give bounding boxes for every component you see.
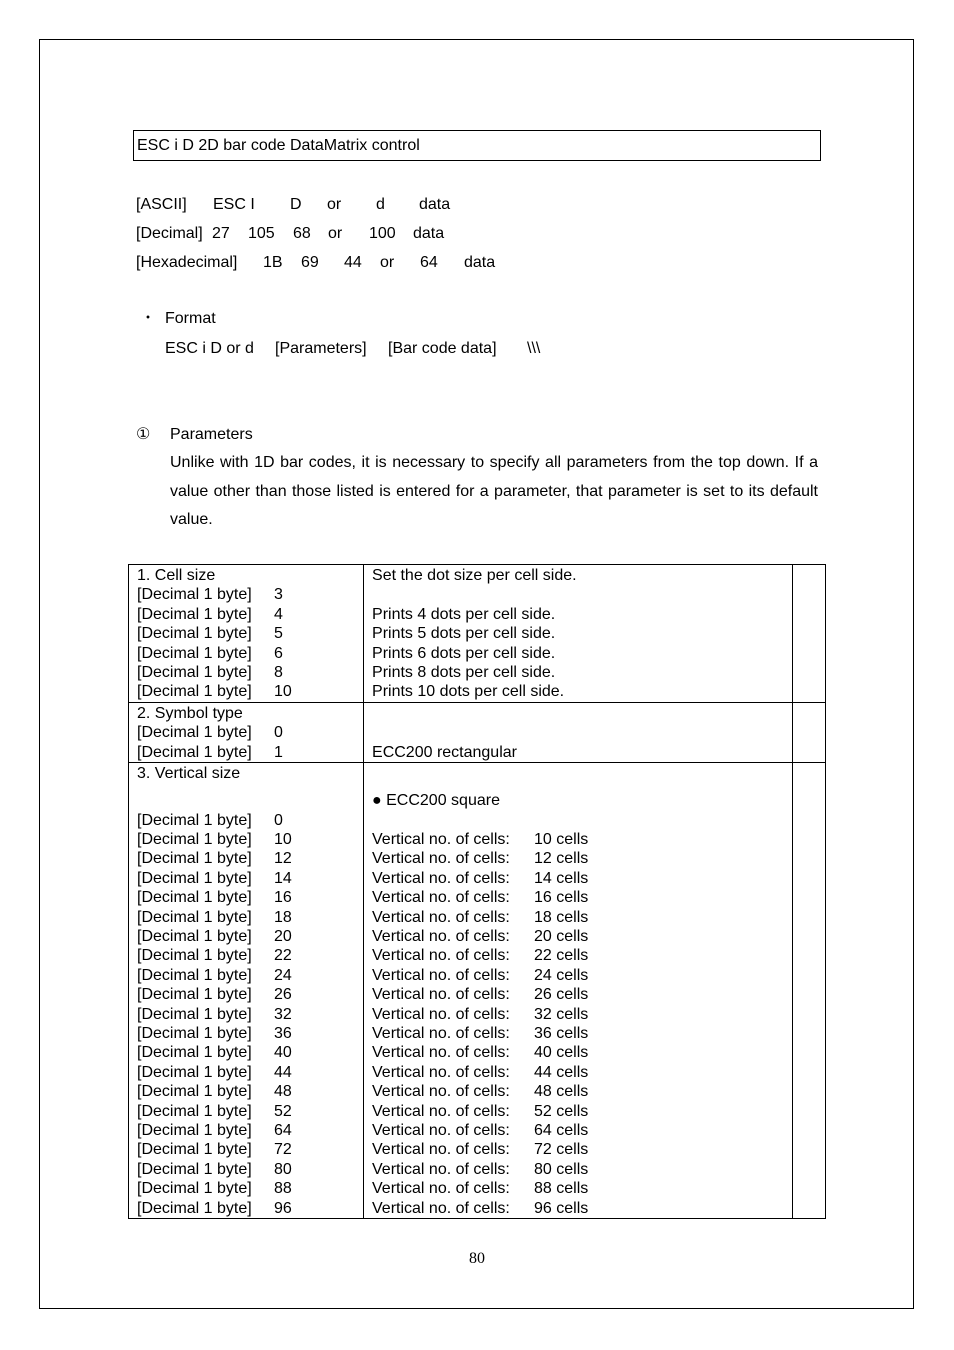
param-line	[137, 985, 363, 1004]
byte-label: [Decimal 1 byte]	[137, 663, 252, 681]
param-value: 24	[274, 966, 292, 984]
param-heading: 3. Vertical size	[137, 764, 241, 782]
desc-label: Vertical no. of cells:	[372, 1199, 510, 1217]
param-value: 40	[274, 1044, 292, 1062]
cell-count: 44 cells	[534, 1063, 589, 1081]
byte-label: [Decimal 1 byte]	[137, 850, 252, 868]
byte-label: [Decimal 1 byte]	[137, 811, 252, 829]
desc-label: Vertical no. of cells:	[372, 1063, 510, 1081]
byte-label: [Decimal 1 byte]	[137, 869, 252, 887]
param-heading: 2. Symbol type	[137, 704, 243, 722]
param-value: 0	[274, 811, 283, 829]
param-line	[137, 1005, 363, 1024]
code-value: or	[328, 225, 343, 242]
byte-label: [Decimal 1 byte]	[137, 1121, 252, 1139]
section-title: ESC i D 2D bar code DataMatrix control	[133, 130, 821, 161]
format-part: [Bar code data]	[388, 340, 497, 357]
desc-line	[372, 1121, 792, 1140]
byte-label: [Decimal 1 byte]	[137, 1102, 252, 1120]
desc-line	[372, 1179, 792, 1198]
byte-label: [Decimal 1 byte]	[137, 1083, 252, 1101]
desc-values	[372, 585, 792, 701]
param-value: 36	[274, 1024, 292, 1042]
param-line	[137, 946, 363, 965]
param-line	[137, 1082, 363, 1101]
param-value: 10	[274, 831, 292, 849]
decimal-row	[136, 219, 636, 248]
param-line	[137, 1140, 363, 1159]
byte-label: [Decimal 1 byte]	[137, 908, 252, 926]
param-cell	[129, 565, 364, 703]
desc-label: Vertical no. of cells:	[372, 850, 510, 868]
cell-count: 52 cells	[534, 1102, 589, 1120]
desc-label: Vertical no. of cells:	[372, 986, 510, 1004]
parameters-table	[128, 564, 826, 1219]
byte-label: [Decimal 1 byte]	[137, 1044, 252, 1062]
param-line	[137, 682, 363, 701]
desc-line	[372, 908, 792, 927]
param-value: 88	[274, 1180, 292, 1198]
byte-label: [Decimal 1 byte]	[137, 966, 252, 984]
param-value: 0	[274, 724, 283, 742]
desc-line	[372, 849, 792, 868]
param-line	[137, 605, 363, 624]
param-line	[137, 908, 363, 927]
byte-label: [Decimal 1 byte]	[137, 743, 252, 761]
param-line	[137, 869, 363, 888]
desc-values	[372, 723, 792, 762]
cell-count: 16 cells	[534, 889, 589, 907]
desc-line	[372, 723, 792, 742]
desc-line: Prints 10 dots per cell side.	[372, 683, 565, 701]
cell-count: 18 cells	[534, 908, 589, 926]
byte-label: [Decimal 1 byte]	[137, 1005, 252, 1023]
param-value: 8	[274, 663, 283, 681]
param-line	[137, 1160, 363, 1179]
param-line	[137, 966, 363, 985]
cell-count: 14 cells	[534, 869, 589, 887]
desc-cell	[364, 702, 793, 762]
param-value: 18	[274, 908, 292, 926]
desc-label: Vertical no. of cells:	[372, 1005, 510, 1023]
format-part: \\\	[527, 340, 541, 357]
code-value: 105	[248, 225, 275, 242]
byte-label: [Decimal 1 byte]	[137, 605, 252, 623]
param-value: 80	[274, 1160, 292, 1178]
param-value: 52	[274, 1102, 292, 1120]
cell-count: 20 cells	[534, 928, 589, 946]
byte-label: [Decimal 1 byte]	[137, 1063, 252, 1081]
param-line	[137, 1199, 363, 1218]
param-line	[137, 585, 363, 604]
param-line	[137, 849, 363, 868]
desc-label: Vertical no. of cells:	[372, 869, 510, 887]
circled-one-icon: ①	[136, 426, 151, 443]
desc-label: Vertical no. of cells:	[372, 966, 510, 984]
format-part: ESC i D or d	[165, 340, 254, 357]
byte-label: [Decimal 1 byte]	[137, 928, 252, 946]
byte-label: [Decimal 1 byte]	[137, 644, 252, 662]
param-line	[137, 624, 363, 643]
param-values	[137, 811, 363, 1218]
cell-count: 40 cells	[534, 1044, 589, 1062]
param-value: 16	[274, 889, 292, 907]
desc-line	[372, 985, 792, 1004]
desc-label: Vertical no. of cells:	[372, 1160, 510, 1178]
byte-label: [Decimal 1 byte]	[137, 1160, 252, 1178]
desc-line	[372, 888, 792, 907]
param-line	[137, 1043, 363, 1062]
parameters-heading: Parameters	[170, 426, 253, 443]
cell-count: 80 cells	[534, 1160, 589, 1178]
desc-cell	[364, 565, 793, 703]
blank-cell	[792, 702, 825, 762]
desc-line	[372, 1102, 792, 1121]
param-line	[137, 888, 363, 907]
desc-line: Prints 8 dots per cell side.	[372, 663, 556, 681]
param-value: 96	[274, 1199, 292, 1217]
desc-line	[372, 1082, 792, 1101]
desc-label: Vertical no. of cells:	[372, 889, 510, 907]
param-value: 14	[274, 869, 292, 887]
param-value: 4	[274, 605, 283, 623]
byte-label: [Decimal 1 byte]	[137, 625, 252, 643]
param-line	[137, 644, 363, 663]
byte-label: [Decimal 1 byte]	[137, 1199, 252, 1217]
byte-label: [Decimal 1 byte]	[137, 1180, 252, 1198]
code-value: or	[327, 196, 342, 213]
desc-line: Prints 6 dots per cell side.	[372, 644, 556, 662]
desc-line	[372, 1160, 792, 1179]
code-value: D	[290, 196, 302, 213]
command-codes	[136, 190, 636, 277]
desc-line: Prints 5 dots per cell side.	[372, 625, 556, 643]
cell-count: 22 cells	[534, 947, 589, 965]
param-value: 64	[274, 1121, 292, 1139]
param-value: 32	[274, 1005, 292, 1023]
desc-line	[372, 811, 792, 830]
ecc200-square-label: ● ECC200 square	[372, 792, 500, 810]
desc-line	[372, 1043, 792, 1062]
param-value: 26	[274, 986, 292, 1004]
code-label: [Hexadecimal]	[136, 254, 238, 271]
desc-line	[372, 585, 792, 604]
param-line	[137, 811, 363, 830]
byte-label: [Decimal 1 byte]	[137, 1024, 252, 1042]
desc-line	[372, 1140, 792, 1159]
page-number: 80	[469, 1250, 485, 1267]
desc-label: Vertical no. of cells:	[372, 1083, 510, 1101]
cell-count: 24 cells	[534, 966, 589, 984]
desc-line	[372, 966, 792, 985]
code-value: 1B	[263, 254, 283, 271]
cell-count: 72 cells	[534, 1141, 589, 1159]
param-line	[137, 723, 363, 742]
desc-label: Vertical no. of cells:	[372, 1141, 510, 1159]
param-value: 3	[274, 586, 283, 604]
byte-label: [Decimal 1 byte]	[137, 986, 252, 1004]
code-value: d	[376, 196, 385, 213]
cell-count: 32 cells	[534, 1005, 589, 1023]
param-value: 20	[274, 928, 292, 946]
ascii-row	[136, 190, 636, 219]
param-line	[137, 1179, 363, 1198]
byte-label: [Decimal 1 byte]	[137, 586, 252, 604]
cell-count: 10 cells	[534, 831, 589, 849]
byte-label: [Decimal 1 byte]	[137, 947, 252, 965]
param-line	[137, 1024, 363, 1043]
desc-line	[372, 830, 792, 849]
desc-line	[372, 1005, 792, 1024]
cell-count: 96 cells	[534, 1199, 589, 1217]
cell-count: 88 cells	[534, 1180, 589, 1198]
param-line	[137, 830, 363, 849]
code-value: data	[413, 225, 445, 242]
param-value: 48	[274, 1083, 292, 1101]
table-row-vertical-size	[129, 762, 826, 1218]
param-line	[137, 743, 363, 762]
desc-heading: Set the dot size per cell side.	[372, 567, 577, 584]
format-part: [Parameters]	[275, 340, 367, 357]
desc-label: Vertical no. of cells:	[372, 831, 510, 849]
code-value: data	[464, 254, 496, 271]
code-label: [ASCII]	[136, 196, 187, 213]
cell-count: 26 cells	[534, 986, 589, 1004]
desc-line: Prints 4 dots per cell side.	[372, 605, 556, 623]
cell-count: 64 cells	[534, 1121, 589, 1139]
desc-label: Vertical no. of cells:	[372, 1180, 510, 1198]
param-line	[137, 663, 363, 682]
desc-label: Vertical no. of cells:	[372, 908, 510, 926]
param-value: 10	[274, 683, 292, 701]
byte-label: [Decimal 1 byte]	[137, 831, 252, 849]
param-value: 12	[274, 850, 292, 868]
param-line	[137, 927, 363, 946]
param-value: 44	[274, 1063, 292, 1081]
desc-label: Vertical no. of cells:	[372, 1102, 510, 1120]
param-cell	[129, 702, 364, 762]
param-line	[137, 1102, 363, 1121]
blank-cell	[792, 762, 825, 1218]
code-value: 68	[293, 225, 311, 242]
desc-line	[372, 1024, 792, 1043]
code-value: 100	[369, 225, 396, 242]
desc-label: Vertical no. of cells:	[372, 1121, 510, 1139]
desc-line	[372, 927, 792, 946]
code-value: 69	[301, 254, 319, 271]
param-line	[137, 1063, 363, 1082]
table-row-symbol-type	[129, 702, 826, 762]
byte-label: [Decimal 1 byte]	[137, 889, 252, 907]
desc-label: Vertical no. of cells:	[372, 928, 510, 946]
byte-label: [Decimal 1 byte]	[137, 724, 252, 742]
byte-label: [Decimal 1 byte]	[137, 683, 252, 701]
desc-label: Vertical no. of cells:	[372, 1024, 510, 1042]
format-syntax	[165, 336, 585, 362]
param-cell	[129, 762, 364, 1218]
param-heading: 1. Cell size	[137, 567, 216, 584]
cell-count: 12 cells	[534, 850, 589, 868]
code-value: 27	[212, 225, 230, 242]
code-label: [Decimal]	[136, 225, 203, 242]
cell-count: 36 cells	[534, 1024, 589, 1042]
param-values	[137, 723, 363, 762]
parameters-description: Unlike with 1D bar codes, it is necessary to specify all parameters from the top down. If a value other than those listed is entered for a parameter, that parameter is set to its default value.	[170, 454, 818, 528]
cell-count: 48 cells	[534, 1083, 589, 1101]
table-row-cell-size	[129, 565, 826, 703]
param-values	[137, 585, 363, 701]
desc-line	[372, 1063, 792, 1082]
desc-line	[372, 869, 792, 888]
bullet-icon: ・	[140, 310, 157, 327]
param-value: 5	[274, 625, 283, 643]
desc-cell	[364, 762, 793, 1218]
hex-row	[136, 248, 636, 277]
code-value: data	[419, 196, 451, 213]
blank-cell	[792, 565, 825, 703]
param-value: 72	[274, 1141, 292, 1159]
code-value: 44	[344, 254, 362, 271]
code-value: or	[380, 254, 395, 271]
desc-line: ECC200 rectangular	[372, 743, 517, 761]
desc-line	[372, 946, 792, 965]
code-value: ESC I	[213, 196, 255, 213]
desc-label: Vertical no. of cells:	[372, 1044, 510, 1062]
desc-values	[372, 811, 792, 1218]
param-value: 6	[274, 644, 283, 662]
param-line	[137, 1121, 363, 1140]
param-value: 1	[274, 743, 283, 761]
desc-label: Vertical no. of cells:	[372, 947, 510, 965]
byte-label: [Decimal 1 byte]	[137, 1141, 252, 1159]
desc-line	[372, 1199, 792, 1218]
code-value: 64	[420, 254, 438, 271]
param-value: 22	[274, 947, 292, 965]
format-heading: Format	[165, 310, 216, 327]
